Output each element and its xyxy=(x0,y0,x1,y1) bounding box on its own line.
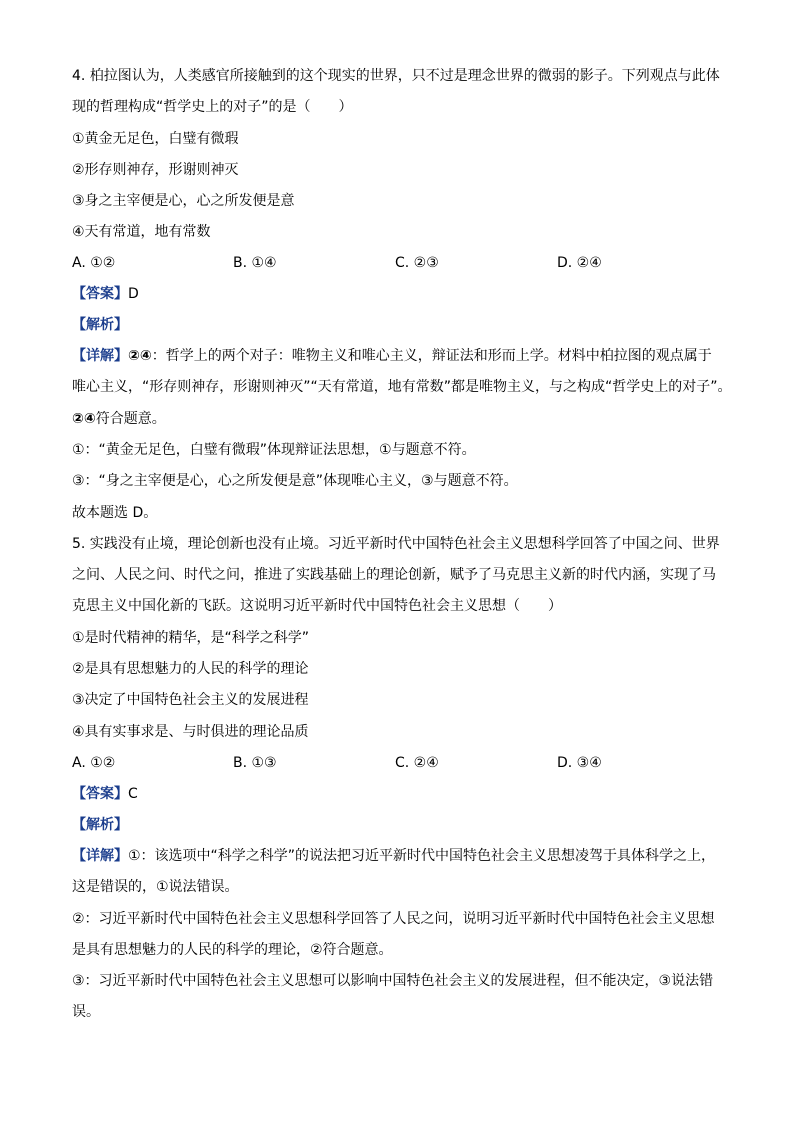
q4-detail-tag: 【详解】 xyxy=(72,348,128,364)
q5-option-d: D. ③④ xyxy=(557,755,602,771)
q4-analysis-heading xyxy=(72,315,128,335)
q4-detail-line-3-text: 符合题意。 xyxy=(95,411,166,427)
q5-item-4: ④具有实事求是、与时俱进的理论品质 xyxy=(72,724,309,740)
q5-item-1: ①是时代精神的精华，是“科学之科学” xyxy=(72,630,310,646)
q4-detail-line-1 xyxy=(72,346,712,366)
q5-detail-tag: 【详解】 xyxy=(72,848,128,864)
q5-option-c: C. ②④ xyxy=(395,755,439,771)
q5-item-2: ②是具有思想魅力的人民的科学的理论 xyxy=(72,661,309,677)
q5-stem-line-3: 克思主义中国化新的飞跃。这说明习近平新时代中国特色社会主义思想（ ） xyxy=(72,598,562,614)
q5-detail-line-4: 是具有思想魅力的人民的科学的理论，②符合题意。 xyxy=(72,942,393,958)
q4-option-c: C. ②③ xyxy=(395,255,439,271)
q5-answer-tag: 【答案】 xyxy=(72,786,128,802)
q4-detail-text-1: ：哲学上的两个对子：唯物主义和唯心主义，辩证法和形而上学。材料中柏拉图的观点属于 xyxy=(151,348,712,364)
q4-stem-line-2: 现的哲理构成“哲学史上的对子”的是（ ） xyxy=(72,99,353,115)
q5-stem-line-1: 5. 实践没有止境，理论创新也没有止境。习近平新时代中国特色社会主义思想科学回答了中国之问、世界 xyxy=(72,536,720,552)
q4-item-2: ②形存则神存，形谢则神灭 xyxy=(72,162,239,178)
q4-analysis-tag: 【解析】 xyxy=(72,317,128,333)
q4-answer xyxy=(72,284,139,304)
q4-answer-tag: 【答案】 xyxy=(72,286,128,302)
q4-item-1: ①黄金无足色，白璧有微瑕 xyxy=(72,131,239,147)
q4-answer-value: D xyxy=(128,286,139,302)
q4-option-b: B. ①④ xyxy=(233,255,277,271)
q5-detail-line-6: 误。 xyxy=(72,1004,100,1020)
q5-analysis-heading xyxy=(72,815,128,835)
q5-option-b: B. ①③ xyxy=(233,755,277,771)
q4-detail-line-4: ①：“黄金无足色，白璧有微瑕”体现辩证法思想，①与题意不符。 xyxy=(72,442,476,458)
q5-detail-text-1: ①：该选项中“科学之科学”的说法把习近平新时代中国特色社会主义思想凌驾于具体科学之上， xyxy=(128,848,716,864)
q4-stem-line-1: 4. 柏拉图认为，人类感官所接触到的这个现实的世界，只不过是理念世界的微弱的影子。下列观点与此体 xyxy=(72,68,720,84)
q5-item-3: ③决定了中国特色社会主义的发展进程 xyxy=(72,692,309,708)
q5-detail-line-2: 这是错误的，①说法错误。 xyxy=(72,879,239,895)
q5-analysis-tag: 【解析】 xyxy=(72,817,128,833)
q5-answer xyxy=(72,784,138,804)
q4-detail-bold: ②④ xyxy=(128,348,152,364)
q5-detail-line-3: ②：习近平新时代中国特色社会主义思想科学回答了人民之问，说明习近平新时代中国特色社会主义思想 xyxy=(72,911,715,927)
q4-detail-line-3 xyxy=(72,409,166,429)
q4-detail-line-5: ③：“身之主宰便是心，心之所发便是意”体现唯心主义，③与题意不符。 xyxy=(72,473,518,489)
q5-answer-value: C xyxy=(128,786,138,802)
q4-option-a: A. ①② xyxy=(72,255,116,271)
q5-option-a: A. ①② xyxy=(72,755,116,771)
q4-item-3: ③身之主宰便是心，心之所发便是意 xyxy=(72,193,295,209)
q5-detail-line-1 xyxy=(72,846,715,866)
q4-option-d: D. ②④ xyxy=(557,255,602,271)
q4-detail-line-2: 唯心主义，“形存则神存，形谢则神灭”“天有常道，地有常数”都是唯物主义，与之构成“哲学史上的对子”。 xyxy=(72,379,732,395)
q5-stem-line-2: 之问、人民之问、时代之问，推进了实践基础上的理论创新，赋予了马克思主义新的时代内涵，实现了马 xyxy=(72,567,716,583)
q4-item-4: ④天有常道，地有常数 xyxy=(72,224,211,240)
q5-detail-line-5: ③：习近平新时代中国特色社会主义思想可以影响中国特色社会主义的发展进程，但不能决定，③说法错 xyxy=(72,973,714,989)
q4-conclusion: 故本题选 D。 xyxy=(72,505,158,521)
q4-detail-line-3-bold: ②④ xyxy=(72,411,96,427)
